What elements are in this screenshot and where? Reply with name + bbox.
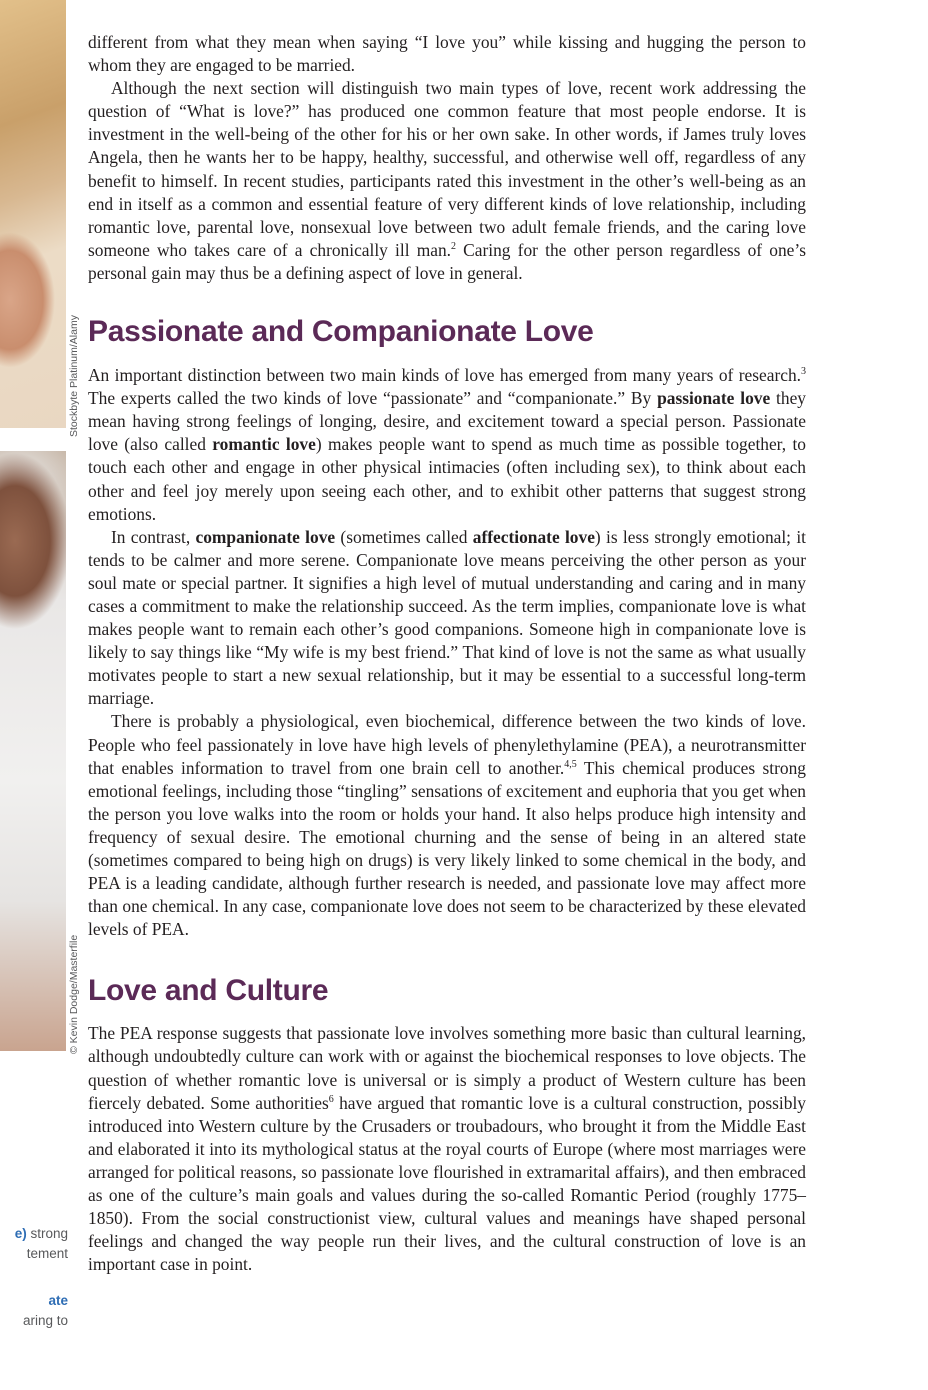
margin-glossary-line xyxy=(0,1244,70,1264)
paragraph-companionate: In contrast, companionate love (sometimes called affectionate love) is less strongly emotional; it tends to be calmer and more serene. Companionate love means perceiving the other person as your soul mate or special partner. It signifies a high level of mutual understanding and caring and in many cases a commitment to make the relationship succeed. As the term implies, companionate love is what makes people want to remain each other’s good companions. Someone high in companionate love is likely to say things like “My wife is my best friend.” That kind of love is not the same as what usually motivates people to start a new sexual relationship, but it may be essential to a successful long-term marriage. xyxy=(88,526,806,709)
margin-glossary-line xyxy=(0,1224,70,1244)
paragraph-investment: Although the next section will distinguish two main types of love, recent work addressing the question of “What is love?” has produced one common feature that most people endorse. It is investment in the well-being of the other for his or her own sake. In other words, if James truly loves Angela, then he wants her to be happy, healthy, successful, and otherwise well off, regardless of any benefit to himself. In recent studies, participants rated this investment in the other’s well-being as an end in itself as a common and essential feature of very different kinds of love relationship, including romantic love, parental love, nonsexual love between two adult female friends, and the caring love someone who takes care of a chronically ill man.$^2$ Caring for the other person regardless of one’s personal gain may thus be a defining aspect of love in general. xyxy=(88,78,806,283)
key-term-passionate-love: passionate love xyxy=(657,388,771,409)
main-text-column xyxy=(88,31,806,1276)
couple-photo-bottom xyxy=(0,451,66,1051)
couple-photo-top xyxy=(0,0,66,428)
margin-glossary-line xyxy=(0,1291,70,1311)
margin-glossary-term: ate xyxy=(48,1293,68,1308)
section-heading-love-culture: Love and Culture xyxy=(88,974,329,1008)
photo-credit-top: Stockbyte Platinum/Alamy xyxy=(68,315,80,437)
photo-credit-bottom: © Kevin Dodge/Masterfile xyxy=(68,934,80,1054)
margin-glossary-text: tement xyxy=(26,1246,68,1261)
section-heading-passionate-companionate: Passionate and Companionate Love xyxy=(88,315,594,349)
paragraph-pea: There is probably a physiological, even biochemical, difference between the two kinds of love. People who feel passionately in love have high levels of phenylethylamine (PEA), a neurotransmitter that enables information to travel from one brain cell to another.$^{4,5}$ This chemical produces strong emotional feelings, including those “tingling” sensations of excitement and euphoria that you get when the person you love walks into the room or holds your hand. It also helps produce high intensity and frequency of sexual desire. The emotional churning and the sense of being in an altered state (sometimes compared to being high on drugs) is very likely linked to some chemical in the body, and PEA is a leading candidate, although further research is needed, and passionate love may affect more than one chemical. In any case, companionate love does not seem to be characterized by these elevated levels of PEA. xyxy=(88,711,806,940)
paragraph-distinction: An important distinction between two main kinds of love has emerged from many years of research.$^3$ The experts called the two kinds of love “passionate” and “companionate.” By passionate love they mean having strong feelings of longing, desire, and excitement toward a special person. Passionate love (also called romantic love) makes people want to spend as much time as possible together, to touch each other and engage in other physical intimacies (often including sex), to think about each other and feel joy merely upon seeing each other, and to exhibit other patterns that suggest strong emotions. xyxy=(88,365,806,524)
margin-glossary-line xyxy=(0,1311,70,1331)
key-term-romantic-love: romantic love xyxy=(212,434,316,455)
key-term-companionate-love: companionate love xyxy=(195,526,336,547)
paragraph-culture: The PEA response suggests that passionate love involves something more basic than cultural learning, although undoubtedly culture can work with or against the biochemical responses to love objects. The question of whether romantic love is universal or is simply a product of Western culture has been fiercely debated. Some authorities$^6$ have argued that romantic love is a cultural construction, possibly introduced into Western culture by the Crusaders or troubadours, who brought it from the Middle East and elaborated it into its mythological status at the royal courts of Europe (where most marriages were arranged for political reasons, so passionate love flourished in extramarital affairs), and then embraced as one of the culture’s main goals and values during the so-called Romantic Period (roughly 1775–1850). From the social constructionist view, cultural values and meanings have shaped personal feelings and changed the way people run their lives, and the cultural construction of love is an important case in point. xyxy=(88,1023,806,1275)
margin-glossary-text: strong xyxy=(30,1226,68,1241)
margin-glossary-text: aring to xyxy=(22,1313,68,1328)
margin-glossary-term: e) xyxy=(14,1226,27,1241)
key-term-affectionate-love: affectionate love xyxy=(472,526,595,547)
paragraph-continued: different from what they mean when saying “I love you” while kissing and hugging the person to whom they are engaged to be married. xyxy=(88,32,806,76)
